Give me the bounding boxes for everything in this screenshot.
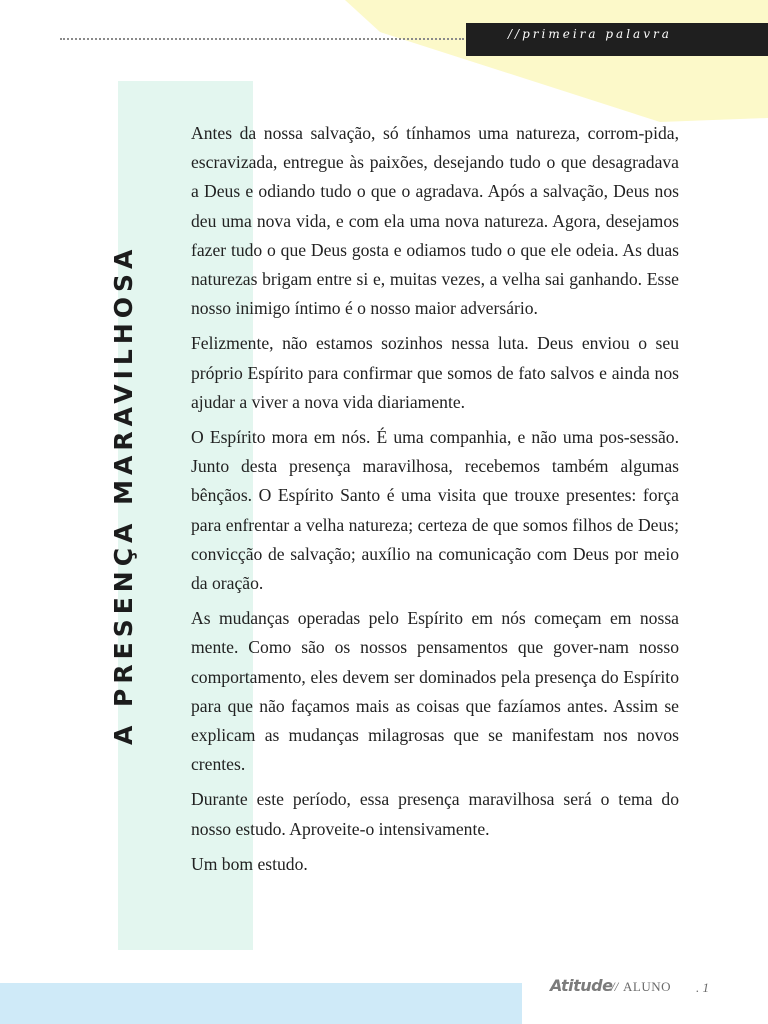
page-number: . 1 bbox=[696, 980, 709, 995]
header-yellow-shape bbox=[0, 0, 768, 130]
section-label: //primeira palavra bbox=[466, 23, 768, 56]
footer-label: ALUNO bbox=[623, 979, 671, 994]
header-dotted-rule bbox=[60, 38, 464, 40]
article-paragraph: Antes da nossa salvação, só tínhamos uma natureza, corrom-pida, escravizada, entregue às paixões, desejando tudo o que desagradava a Deus e odiando tudo o que o agradava. Após a salvação, Deus nos deu uma nova vida, e com ela uma nova natureza. Agora, desejamos fazer tudo o que Deus gosta e odiamos tudo o que ele odeia. As duas naturezas brigam entre si e, muitas vezes, a velha sai ganhando. Esse nosso inimigo íntimo é o nosso maior adversário. bbox=[191, 123, 679, 319]
footer-separator: // bbox=[611, 979, 619, 994]
footer-band bbox=[0, 983, 522, 1024]
footer-brand-logo: Atitude bbox=[550, 976, 613, 995]
article-paragraph: Um bom estudo. bbox=[191, 853, 308, 874]
page-title: A PRESENÇA MARAVILHOSA bbox=[109, 244, 138, 745]
article-paragraph: Felizmente, não estamos sozinhos nessa luta. Deus enviou o seu próprio Espírito para confirmar que somos de fato salvos e ainda nos ajudar a viver a nova vida diariamente. bbox=[191, 333, 679, 412]
article-paragraph: As mudanças operadas pelo Espírito em nós começam em nossa mente. Como são os nossos pensamentos que gover-nam nosso comportamento, eles devem ser dominados pela presença do Espírito para que não façamos mais as coisas que fazíamos antes. Assim se explicam as mudanças milagrosas que se manifestam nos novos crentes. bbox=[191, 608, 679, 775]
article-body bbox=[191, 119, 679, 885]
article-paragraph: Durante este período, essa presença maravilhosa será o tema do nosso estudo. Aproveite-o intensivamente. bbox=[191, 789, 679, 839]
article-paragraph: O Espírito mora em nós. É uma companhia, e não uma pos-sessão. Junto desta presença maravilhosa, recebemos também algumas bênçãos. O Espírito Santo é uma visita que trouxe presentes: força para enfrentar a velha natureza; certeza de que somos filhos de Deus; convicção de salvação; auxílio na comunicação com Deus por meio da oração. bbox=[191, 427, 679, 594]
